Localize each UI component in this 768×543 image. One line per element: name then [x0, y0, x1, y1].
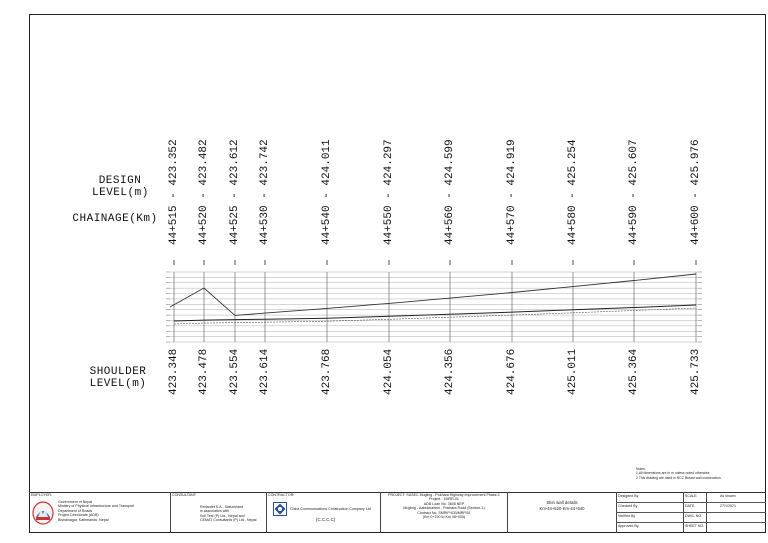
- chainage-value: 44+590: [628, 205, 640, 245]
- divider: [380, 492, 381, 533]
- separator: -: [444, 185, 456, 206]
- divider: [170, 492, 171, 533]
- scale-label: SCALE: [685, 494, 697, 498]
- design-level-value: 423.482: [198, 139, 210, 186]
- divider: [266, 492, 267, 533]
- chainage-value: 44+580: [567, 205, 579, 245]
- separator: -: [259, 185, 271, 206]
- date-value: 27/1/2021: [720, 504, 736, 508]
- chainage-value: 44+570: [506, 205, 518, 245]
- scale-value: As shown: [720, 494, 736, 498]
- chainage-value: 44+525: [229, 205, 241, 245]
- separator: -: [690, 185, 702, 206]
- grid-line: [616, 512, 766, 513]
- separator: -: [198, 185, 210, 206]
- shoulder-level-value: 425.733: [690, 348, 702, 395]
- divider: [507, 492, 508, 533]
- sheet-no-label: SHEET NO.: [685, 524, 705, 528]
- notes-line-2: 2.This drawing are used in RCC Breast wall construction: [636, 475, 721, 480]
- consultant-heading: CONSULTANT:: [172, 493, 197, 497]
- grid-line: [616, 502, 766, 503]
- contractor-abbr: (C.C.C.C): [316, 517, 336, 522]
- design-level-value: 425.254: [567, 139, 579, 186]
- consultant-details: Renardet S.A., Switzerland in association with Soil Test (P) Ltd., Nepal and CEMAT Consultants (P) Ltd., Nepal: [200, 505, 257, 523]
- ground-level-line: [174, 308, 696, 324]
- designed-by-label: Designed By: [618, 494, 639, 498]
- date-label: DATE:: [685, 504, 696, 508]
- chainage-value: 44+560: [444, 205, 456, 245]
- notes-block: [636, 467, 721, 480]
- contractor-name: China Communications Construction Company Ltd: [290, 507, 371, 511]
- chainage-label: CHAINAGE(Km): [72, 213, 158, 225]
- design-level-value: 424.011: [321, 139, 333, 186]
- employer-details: Government of Nepal Ministry of Physical Infrastructure and Transport Department of Roads Project Directorate (ADB) Bishalnagar, Kathmandu, Nepal: [58, 500, 135, 522]
- drawing-subtitle: Km-44+520-Km-44+540: [539, 506, 585, 511]
- chainage-value: 44+515: [168, 205, 180, 245]
- shoulder-level-value: 425.011: [567, 348, 579, 395]
- shoulder-level-value: 424.356: [444, 348, 456, 395]
- project-details: PROJECT: SASEC Mugling - Pokhara Highway Improvement Phase-1 Project - 1MRR-01 ADB Loan No. 3608 NEP Mugling - Aabukhaireni - Pokhara Road (Section-1) Contract No. SMRIP/ICB/MRP/01 (Km 0+220 to Km 48+000): [388, 493, 500, 520]
- shoulder-level-label: SHOULDER LEVEL(m): [89, 366, 147, 390]
- design-level-label: DESIGN LEVEL(m): [92, 175, 149, 199]
- separator: -: [321, 185, 333, 206]
- shoulder-level-value: 425.364: [628, 348, 640, 395]
- dwg-no-label: DWG. NO.: [685, 514, 703, 518]
- design-level-value: 425.607: [628, 139, 640, 186]
- design-level-value: 423.352: [168, 139, 180, 186]
- shoulder-level-value: 423.478: [198, 348, 210, 395]
- separator: -: [168, 185, 180, 206]
- shoulder-level-value: 423.554: [229, 348, 241, 395]
- contractor-heading: CONTRACTOR:: [268, 493, 295, 497]
- shoulder-level-value: 423.768: [321, 348, 333, 395]
- separator: -: [628, 185, 640, 206]
- separator: -: [383, 185, 395, 206]
- design-level-value: 424.297: [383, 139, 395, 186]
- drawing-title: Skin wall details: [546, 500, 578, 505]
- design-level-value: 424.919: [506, 139, 518, 186]
- shoulder-level-value: 424.676: [506, 348, 518, 395]
- chainage-value: 44+550: [383, 205, 395, 245]
- notes-title: Notes:: [636, 467, 646, 471]
- chainage-value: 44+530: [259, 205, 271, 245]
- shoulder-level-value: 423.348: [168, 348, 180, 395]
- contractor-logo-icon: [273, 502, 287, 516]
- verified-by-label: Verified By: [618, 514, 636, 518]
- approved-by-label: Approved By: [618, 524, 639, 528]
- grid-line: [616, 522, 766, 523]
- design-level-value: 423.612: [229, 139, 241, 186]
- shoulder-level-line: [174, 305, 696, 321]
- separator: -: [567, 185, 579, 206]
- nepal-emblem-icon: [32, 501, 54, 525]
- separator: -: [229, 185, 241, 206]
- design-level-value: 425.976: [690, 139, 702, 186]
- chainage-value: 44+520: [198, 205, 210, 245]
- design-level-value: 423.742: [259, 139, 271, 186]
- chainage-value: 44+600: [690, 205, 702, 245]
- design-level-line: [170, 274, 696, 315]
- separator: -: [506, 185, 518, 206]
- shoulder-level-value: 424.054: [383, 348, 395, 395]
- employer-heading: EMPLOYER:: [31, 493, 52, 497]
- notes-line-1: 1.All dimensions are in m unless noted otherwise: [636, 471, 710, 476]
- design-level-value: 424.599: [444, 139, 456, 186]
- chainage-value: 44+540: [321, 205, 333, 245]
- shoulder-level-value: 423.614: [259, 348, 271, 395]
- checked-by-label: Checked By: [618, 504, 638, 508]
